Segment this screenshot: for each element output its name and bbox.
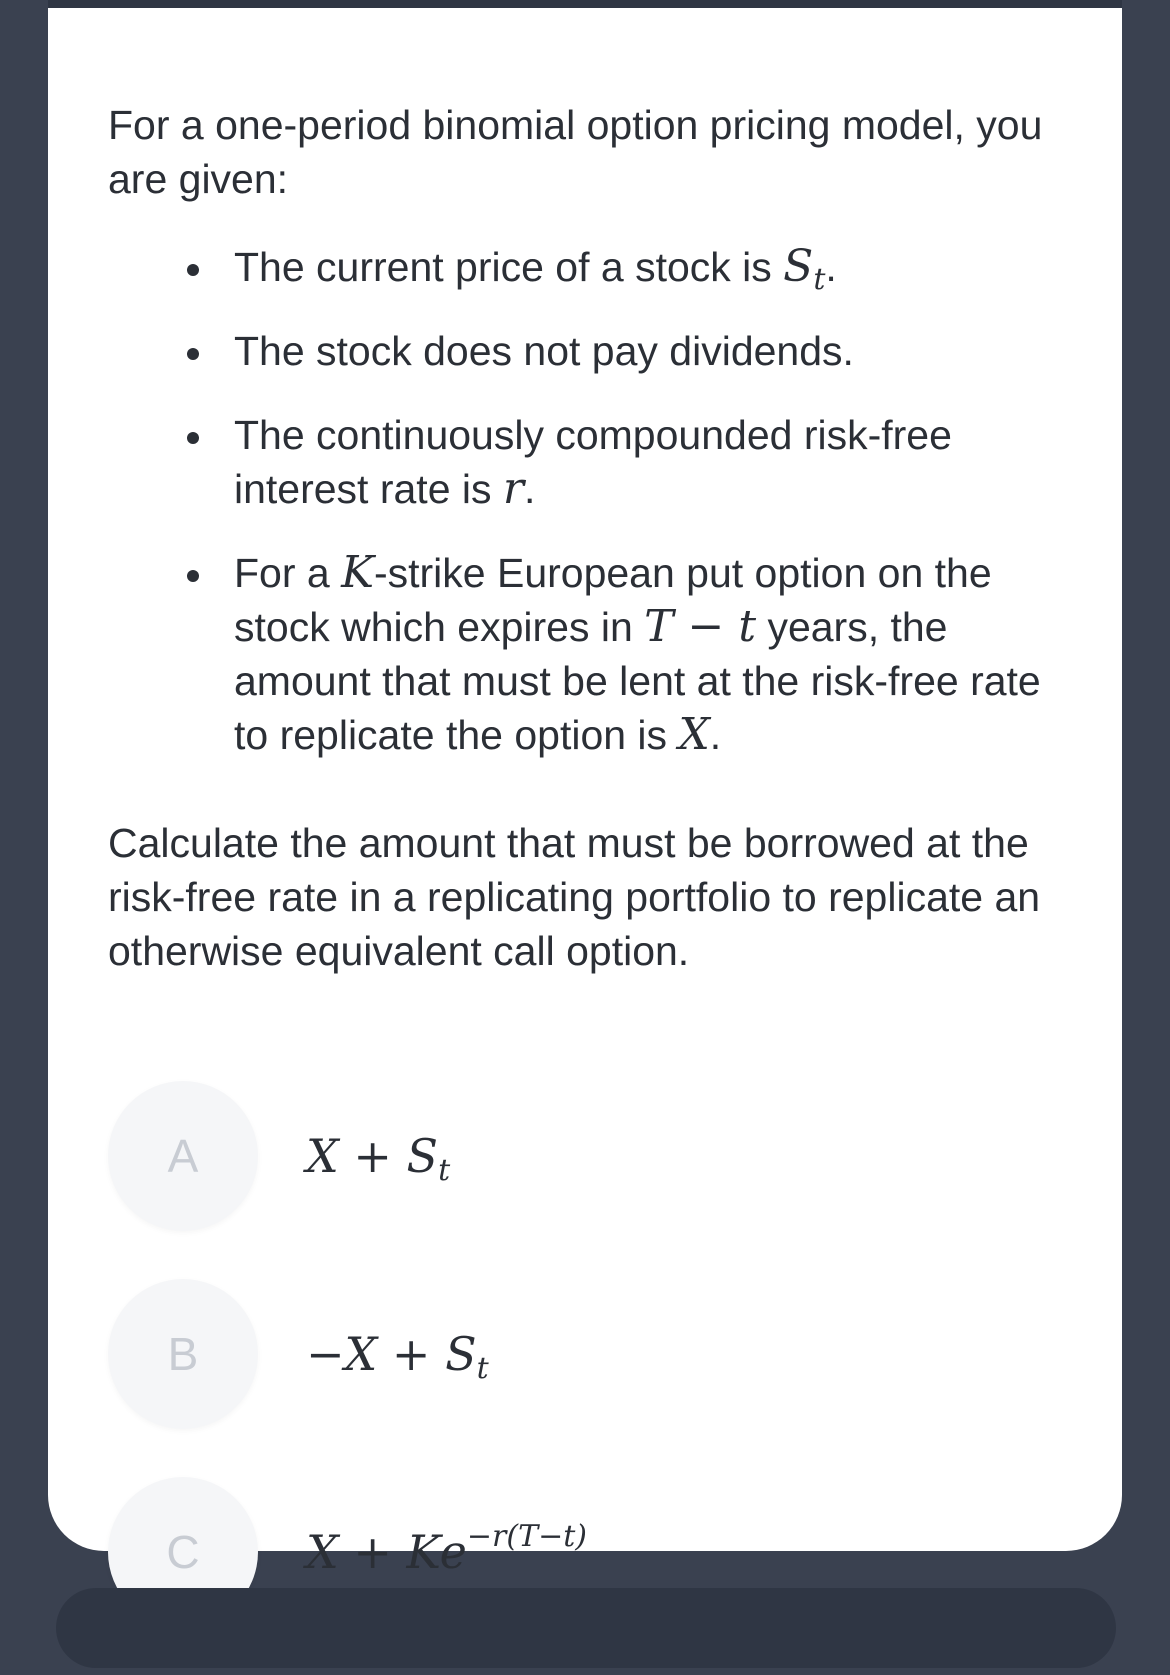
given-list — [108, 240, 1068, 762]
question-prompt: Calculate the amount that must be borrowed at the risk-free rate in a replicating portfolio to replicate an otherwise equivalent call option. — [108, 820, 1041, 974]
question-intro: For a one-period binomial option pricing model, you are given: — [108, 102, 1043, 202]
given-item-4: For a K-strike European put option on the stock which expires in T − t years, the amount that must be lent at the risk-free rate to replicate the option is X. — [234, 546, 1068, 762]
question-card — [48, 0, 1122, 1579]
option-a[interactable] — [108, 1081, 1068, 1231]
question-text — [108, 98, 1068, 978]
given-item-3: The continuously compounded risk-free interest rate is r. — [234, 408, 1068, 516]
option-b-formula: $-X + S_t$ — [306, 1327, 489, 1386]
answer-options — [108, 1081, 1068, 1675]
math-var: X — [678, 709, 710, 760]
math-expr: T − t — [644, 601, 757, 652]
math-var: r — [502, 463, 524, 514]
option-a-formula: $X + S_t$ — [306, 1129, 451, 1188]
bottom-toolbar — [56, 1588, 1116, 1668]
option-letter-b[interactable]: B — [108, 1279, 258, 1429]
option-letter-a[interactable]: A — [108, 1081, 258, 1231]
math-var: K — [341, 547, 374, 598]
option-c-formula: $X + Ke^{-r(T-t)}$ — [306, 1519, 587, 1579]
given-item-2: The stock does not pay dividends. — [234, 324, 1068, 378]
math-var: $S_t$ — [783, 241, 826, 297]
option-letter-c[interactable]: C — [108, 1477, 258, 1627]
option-b[interactable] — [108, 1279, 1068, 1429]
given-item-1: The current price of a stock is $S_t$. — [234, 240, 1068, 294]
